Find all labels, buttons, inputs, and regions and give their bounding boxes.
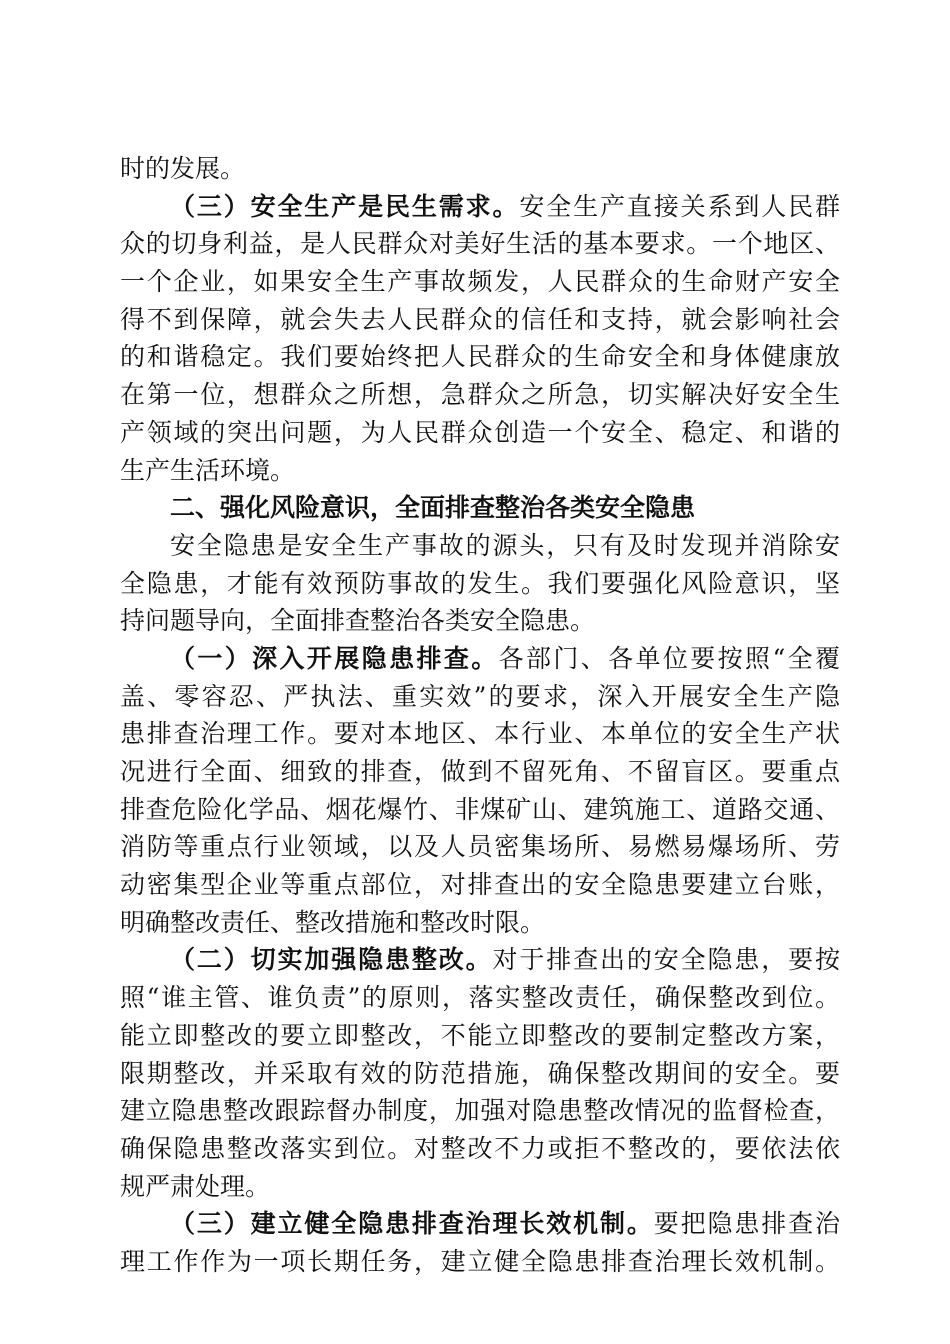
line-text: 一个企业，如果安全生产事故频发，人民群众的生命财产安全 — [120, 267, 840, 297]
subsection-title: （三）建立健全隐患排查治理长效机制。 — [170, 1209, 654, 1239]
text-line — [120, 866, 840, 904]
text-line — [120, 188, 840, 226]
text-line — [120, 225, 840, 263]
line-text: 全隐患，才能有效预防事故的发生。我们要强化风险意识，坚 — [120, 568, 840, 598]
text-line — [120, 791, 840, 829]
line-text: 照“谁主管、谁负责”的原则，落实整改责任，确保整改到位。 — [120, 983, 840, 1013]
line-text: 盖、零容忍、严执法、重实效”的要求，深入开展安全生产隐 — [120, 681, 840, 711]
text-line — [120, 527, 840, 565]
line-text: 明确整改责任、整改措施和整改时限。 — [120, 907, 546, 937]
text-line — [120, 715, 840, 753]
text-line — [120, 904, 840, 942]
text-line — [120, 1168, 840, 1206]
document-body — [120, 150, 840, 1281]
line-text: 理工作作为一项长期任务，建立健全隐患排查治理长效机制。 — [120, 1246, 840, 1276]
line-text: 确保隐患整改落实到位。对整改不力或拒不整改的，要依法依 — [120, 1133, 840, 1163]
text-line — [120, 263, 840, 301]
line-text: 排查危险化学品、烟花爆竹、非煤矿山、建筑施工、道路交通、 — [120, 794, 840, 824]
line-text: 众的切身利益，是人民群众对美好生活的基本要求。一个地区、 — [120, 229, 840, 259]
text-line — [120, 301, 840, 339]
line-text: 时的发展。 — [120, 154, 246, 183]
text-line — [120, 414, 840, 452]
subsection-title: （三）安全生产是民生需求。 — [170, 191, 520, 221]
text-line — [120, 150, 840, 188]
section-heading — [120, 489, 840, 527]
text-line — [120, 1092, 840, 1130]
text-line — [120, 376, 840, 414]
text-line — [120, 828, 840, 866]
subsection-title: （二）切实加强隐患整改。 — [170, 945, 493, 975]
line-text: 能立即整改的要立即整改，不能立即整改的要制定整改方案， — [120, 1020, 840, 1050]
line-text: 产领域的突出问题，为人民群众创造一个安全、稳定、和谐的 — [120, 417, 840, 447]
line-text: 得不到保障，就会失去人民群众的信任和支持，就会影响社会 — [120, 304, 840, 334]
line-text: 对于排查出的安全隐患，要按 — [492, 945, 840, 975]
line-text: 安全隐患是安全生产事故的源头，只有及时发现并消除安 — [170, 530, 840, 560]
line-text: 各部门、各单位要按照“全覆 — [498, 643, 840, 673]
text-line — [120, 602, 840, 640]
line-text: 生产生活环境。 — [120, 455, 296, 485]
line-text: 要把隐患排查治 — [653, 1209, 840, 1239]
text-line — [120, 979, 840, 1017]
subsection-title: （一）深入开展隐患排查。 — [170, 643, 499, 673]
text-line — [120, 565, 840, 603]
text-line — [120, 1130, 840, 1168]
line-text: 建立隐患整改跟踪督办制度，加强对隐患整改情况的监督检查， — [120, 1096, 840, 1126]
text-line — [120, 1205, 840, 1243]
line-text: 动密集型企业等重点部位，对排查出的安全隐患要建立台账， — [120, 870, 840, 900]
text-line — [120, 678, 840, 716]
line-text: 规严肃处理。 — [120, 1171, 271, 1201]
line-text: 限期整改，并采取有效的防范措施，确保整改期间的安全。要 — [120, 1058, 840, 1088]
line-text: 的和谐稳定。我们要始终把人民群众的生命安全和身体健康放 — [120, 342, 840, 372]
line-text: 患排查治理工作。要对本地区、本行业、本单位的安全生产状 — [120, 719, 840, 749]
line-text: 安全生产直接关系到人民群 — [519, 191, 840, 221]
text-line — [120, 1243, 840, 1281]
text-line — [120, 753, 840, 791]
line-text: 在第一位，想群众之所想，急群众之所急，切实解决好安全生 — [120, 380, 840, 410]
line-text: 况进行全面、细致的排查，做到不留死角、不留盲区。要重点 — [120, 757, 840, 786]
line-text: 二、强化风险意识，全面排查整治各类安全隐患 — [170, 493, 696, 523]
line-text: 消防等重点行业领域，以及人员密集场所、易燃易爆场所、劳 — [120, 832, 840, 862]
text-line — [120, 452, 840, 490]
text-line — [120, 941, 840, 979]
text-line — [120, 640, 840, 678]
text-line — [120, 338, 840, 376]
text-line — [120, 1017, 840, 1055]
text-line — [120, 1055, 840, 1093]
line-text: 持问题导向，全面排查整治各类安全隐患。 — [120, 606, 596, 636]
